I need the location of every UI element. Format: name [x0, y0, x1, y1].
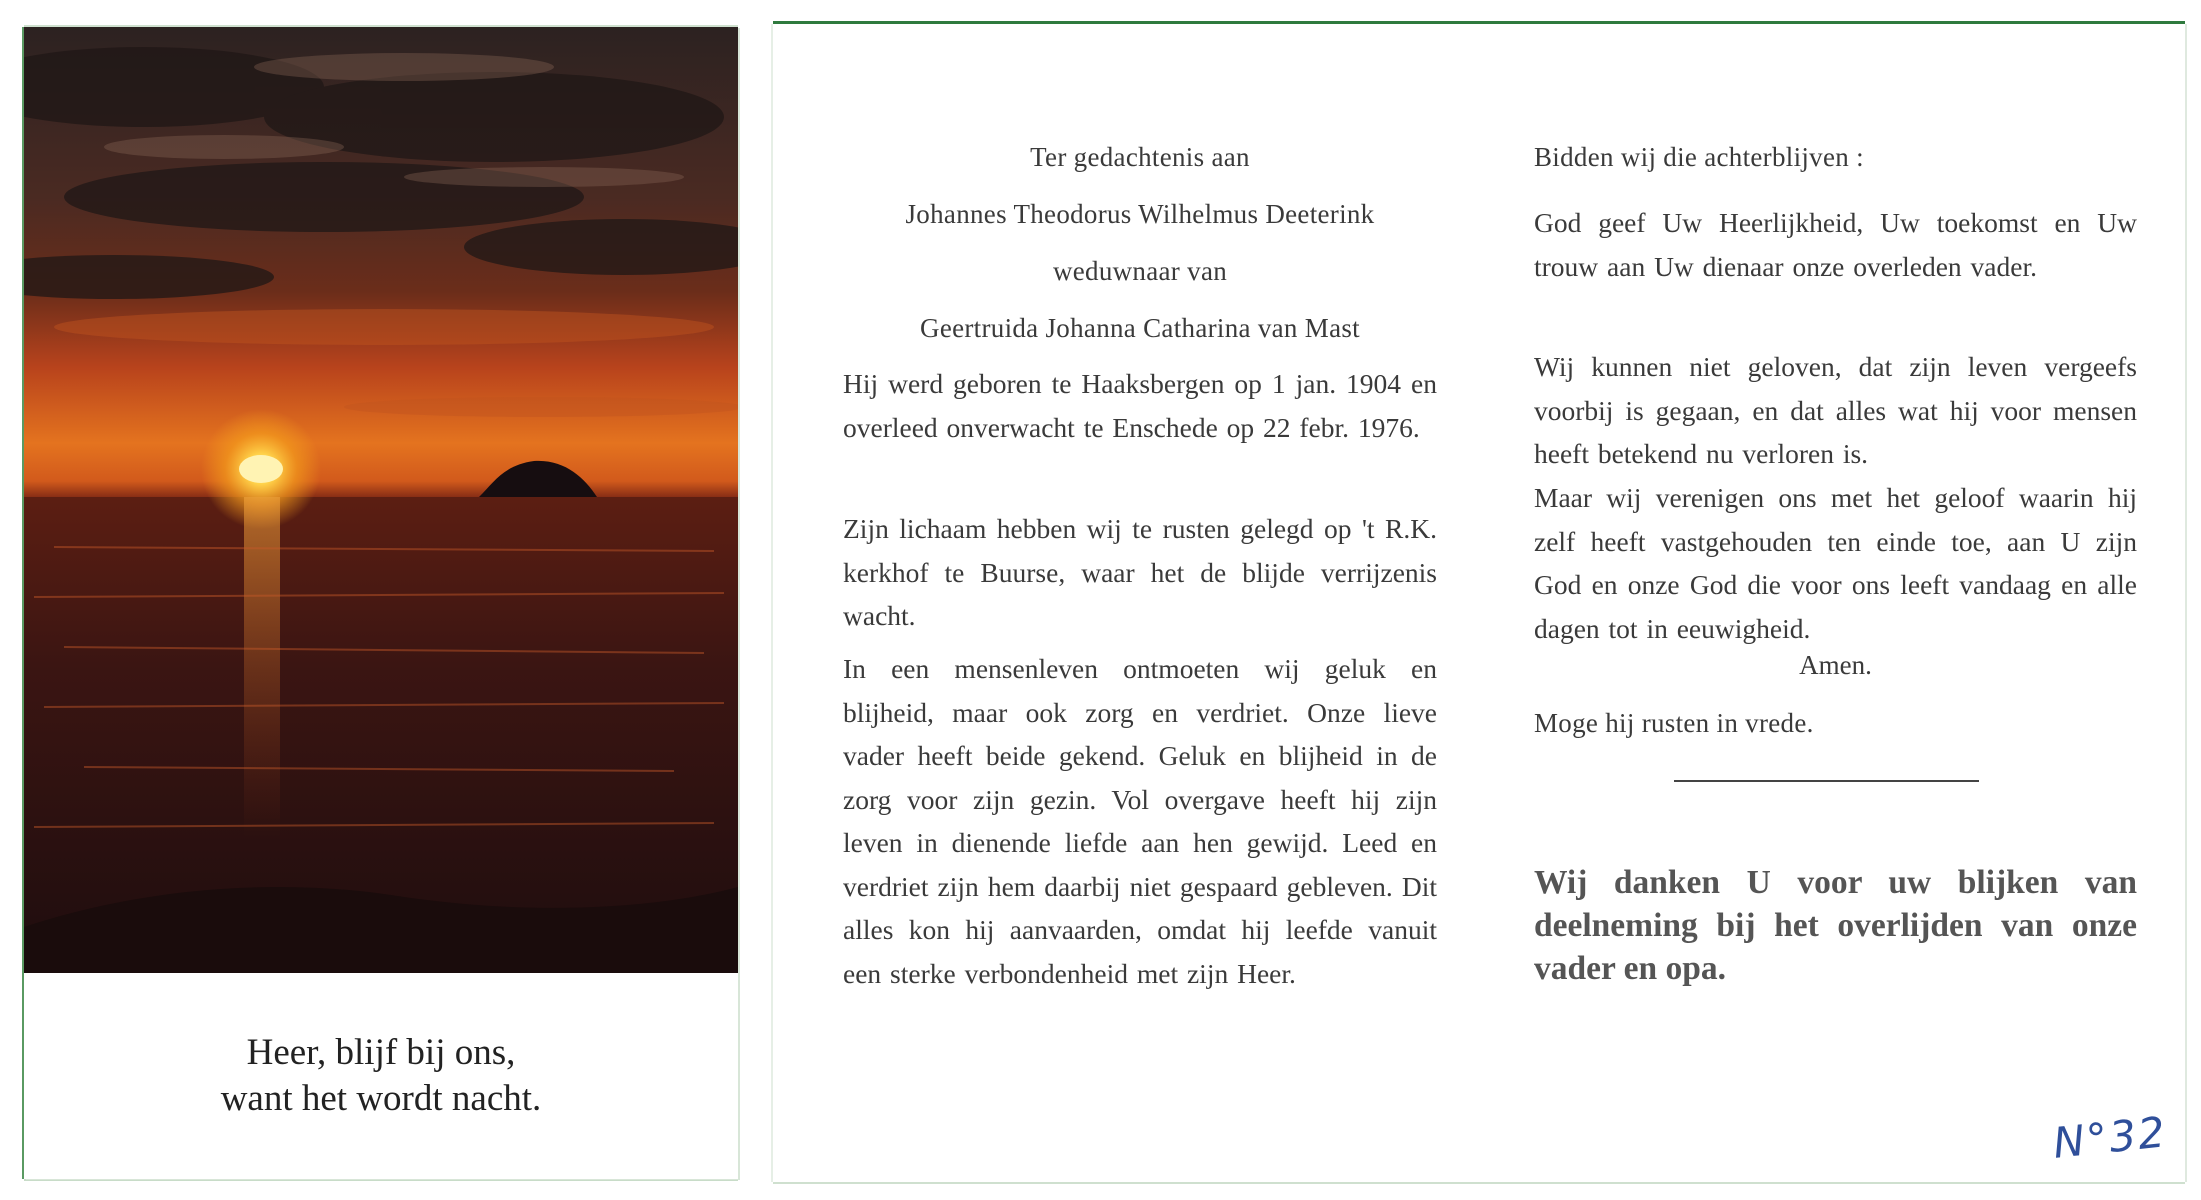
card-inside — [773, 24, 2185, 1182]
memorial-intro: Ter gedachtenis aan — [1030, 142, 1250, 172]
prayer-heading: Bidden wij die achterblijven : — [1534, 142, 1864, 172]
life-paragraph: In een mensenleven ontmoeten wij geluk en blijheid, maar ook zorg en verdriet. Onze lieve vader heeft beide gekend. Geluk en blijheid in de zorg voor zijn gezin. Vol overgave heeft hij zijn leven in dienende liefde aan hen gewijd. Leed en verdriet zijn hem daarbij niet gespaard gebleven. Dit alles kon hij aanvaarden, omdat hij leefde vanuit een sterke verbondenheid met zijn Heer. — [843, 653, 1437, 989]
prayer-paragraph-2: Wij kunnen niet geloven, dat zijn leven vergeefs voorbij is gegaan, en dat alles wat hij voor mensen heeft betekend nu verloren is. — [1534, 351, 2137, 469]
prayer-text — [24, 973, 738, 1179]
widower-of: weduwnaar van — [1052, 256, 1228, 286]
prayer-line-2: want het wordt nacht. — [220, 1078, 542, 1119]
deceased-name: Johannes Theodorus Wilhelmus Deeterink — [905, 199, 1375, 229]
sunset-image — [24, 27, 738, 973]
birth-death-paragraph: Hij werd geboren te Haaksbergen op 1 jan. 1904 en overleed onverwacht te Enschede op 22 febr. 1976. — [843, 368, 1437, 443]
prayer-paragraph-3: Maar wij verenigen ons met het geloof waarin hij zelf heeft vastgehouden ten einde toe, aan U zijn God en onze God die voor ons leeft vandaag en alle dagen tot in eeuwigheid. — [1534, 482, 2137, 644]
handwritten-number: N°32 — [2050, 1107, 2170, 1168]
prayer-line-1: Heer, blijf bij ons, — [246, 1032, 516, 1073]
sunset-photo — [24, 27, 738, 973]
thanks-message: Wij danken U voor uw blijken van deelneming bij het overlijden van onze vader en opa. — [1534, 864, 2137, 987]
amen: Amen. — [1799, 650, 1872, 680]
spouse-name: Geertruida Johanna Catharina van Mast — [920, 313, 1360, 343]
rest-in-peace: Moge hij rusten in vrede. — [1534, 708, 1814, 738]
prayer-paragraph-1: God geef Uw Heerlijkheid, Uw toekomst en Uw trouw aan Uw dienaar onze overleden vader. — [1534, 207, 2137, 282]
burial-paragraph: Zijn lichaam hebben wij te rusten gelegd op 't R.K. kerkhof te Buurse, waar het de blijde verrijzenis wacht. — [843, 513, 1437, 631]
divider-line — [1674, 780, 1979, 782]
card-front — [24, 27, 738, 1179]
